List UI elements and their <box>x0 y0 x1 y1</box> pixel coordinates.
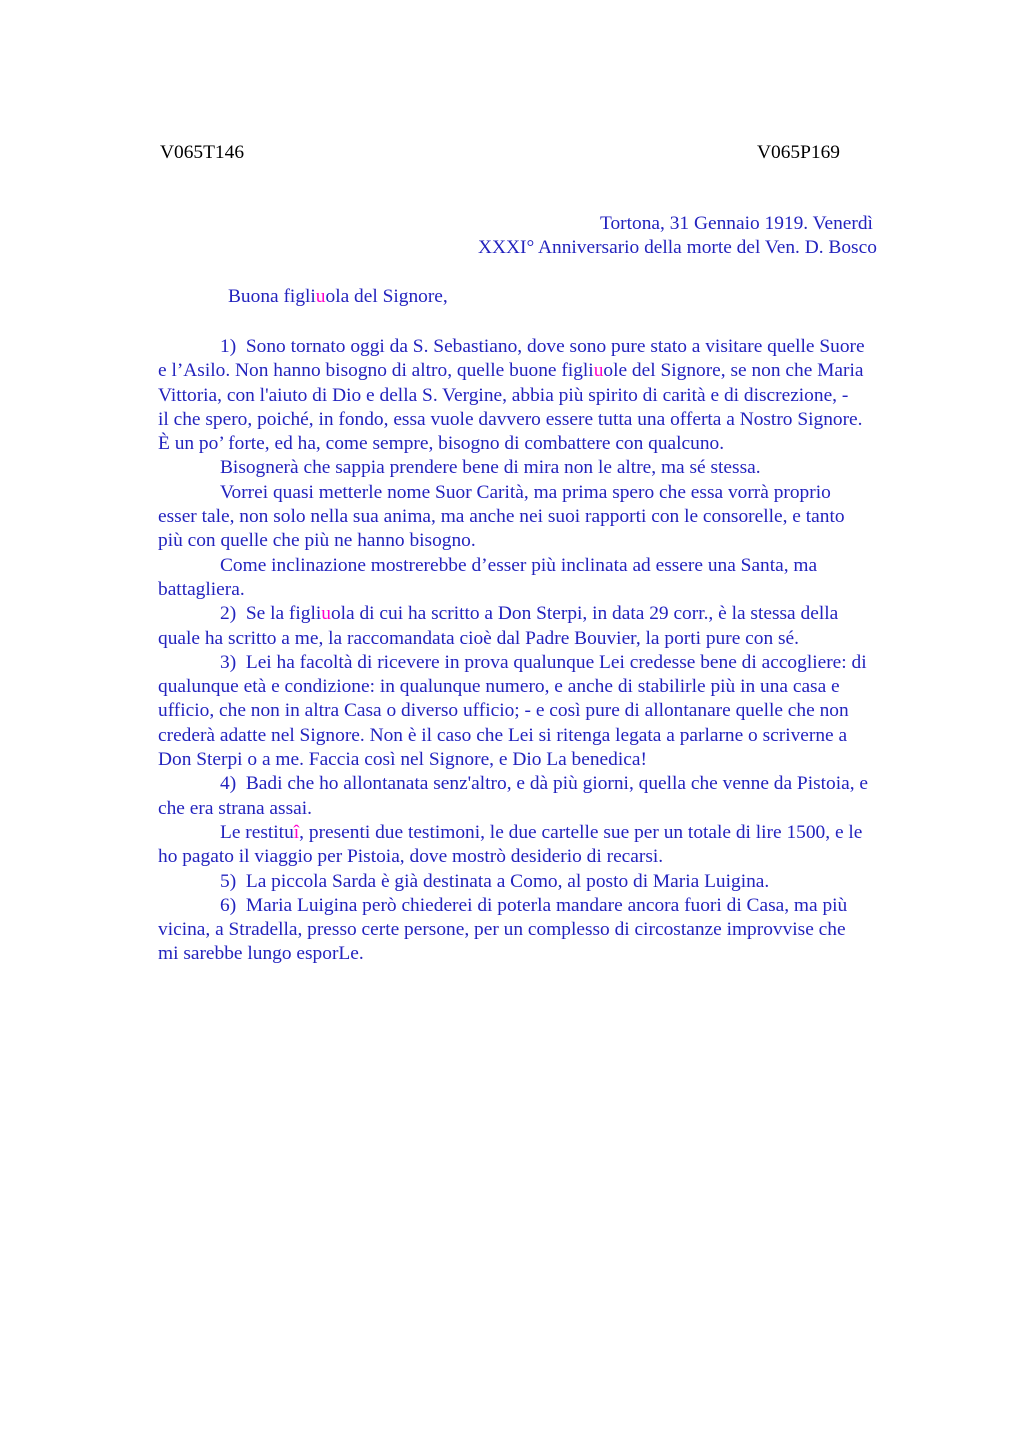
text-line <box>158 456 978 480</box>
text-line <box>158 797 978 821</box>
text-line <box>158 505 978 529</box>
text-line <box>158 772 978 796</box>
text-segment: 4) Badi che ho allontanata senz'altro, e dà più giorni, quella che venne da Pistoia, e <box>220 773 869 795</box>
text-segment: Don Sterpi o a me. Faccia così nel Signore, e Dio La benedica! <box>158 749 647 771</box>
text-segment: 6) Maria Luigina però chiederei di poterla mandare ancora fuori di Casa, ma più <box>220 894 848 916</box>
text-segment: ola del Signore, <box>325 286 448 307</box>
text-segment: Vorrei quasi metterle nome Suor Carità, ma prima spero che essa vorrà proprio <box>220 481 831 503</box>
text-line <box>158 481 978 505</box>
highlight-char: î <box>293 821 300 843</box>
text-segment: crederà adatte nel Signore. Non è il caso che Lei si ritenga legata a parlarne o scriverne a <box>158 724 848 746</box>
text-segment: È un po’ forte, ed ha, come sempre, bisogno di combattere con qualcuno. <box>158 433 725 455</box>
dateline-anniversary: XXXI° Anniversario della morte del Ven. D. Bosco <box>478 237 877 259</box>
text-line <box>158 627 978 651</box>
text-line <box>158 384 978 408</box>
text-segment: vicina, a Stradella, presso certe persone, per un complesso di circostanze improvvise che <box>158 919 846 941</box>
text-line <box>158 942 978 966</box>
text-segment: 3) Lei ha facoltà di ricevere in prova qualunque Lei credesse bene di accogliere: di <box>220 651 867 673</box>
highlight-char: u <box>593 360 604 382</box>
paragraph <box>158 651 978 772</box>
text-segment: il che spero, poiché, in fondo, essa vuole davvero essere tutta una offerta a Nostro Signore. <box>158 408 863 430</box>
text-line <box>158 845 978 869</box>
highlight-char: u <box>315 286 326 307</box>
doc-code-right: V065P169 <box>757 142 840 163</box>
paragraph <box>158 821 978 870</box>
letter-body <box>158 335 978 967</box>
text-segment: mi sarebbe lungo esporLe. <box>158 943 364 965</box>
text-segment: Le restitu <box>220 821 294 843</box>
text-line <box>158 894 978 918</box>
text-line <box>158 651 978 675</box>
text-segment: ole del Signore, se non che Maria <box>603 360 864 382</box>
paragraph <box>158 772 978 821</box>
text-line <box>158 748 978 772</box>
paragraph <box>158 870 978 894</box>
text-segment: che era strana assai. <box>158 797 312 819</box>
text-line <box>158 918 978 942</box>
text-segment: quale ha scritto a me, la raccomandata cioè dal Padre Bouvier, la porti pure con sé. <box>158 627 800 649</box>
text-segment: Come inclinazione mostrerebbe d’esser più inclinata ad essere una Santa, ma <box>220 554 818 576</box>
text-segment: e l’Asilo. Non hanno bisogno di altro, quelle buone figli <box>158 360 594 382</box>
text-line <box>158 602 978 626</box>
paragraph <box>158 554 978 603</box>
text-segment: ola di cui ha scritto a Don Sterpi, in data 29 corr., è la stessa della <box>330 603 839 625</box>
text-line <box>158 675 978 699</box>
text-line <box>158 821 978 845</box>
text-segment: battagliera. <box>158 578 245 600</box>
text-segment: Vittoria, con l'aiuto di Dio e della S. Vergine, abbia più spirito di carità e di discrezione, - <box>158 384 849 406</box>
text-line <box>158 724 978 748</box>
text-line <box>158 529 978 553</box>
text-line <box>158 554 978 578</box>
paragraph <box>158 481 978 554</box>
doc-code-left: V065T146 <box>160 142 245 163</box>
text-segment: ufficio, che non in altra Casa o diverso ufficio; - e così pure di allontanare quelle che non <box>158 700 849 722</box>
text-segment: esser tale, non solo nella sua anima, ma anche nei suoi rapporti con le consorelle, e tanto <box>158 506 845 528</box>
text-line <box>158 408 978 432</box>
dateline <box>0 212 1024 261</box>
text-segment: 2) Se la figli <box>220 603 322 625</box>
text-segment: ho pagato il viaggio per Pistoia, dove mostrò desiderio di recarsi. <box>158 846 664 868</box>
text-segment: 1) Sono tornato oggi da S. Sebastiano, dove sono pure stato a visitare quelle Suore <box>220 336 865 357</box>
dateline-place-date: Tortona, 31 Gennaio 1919. Venerdì <box>600 213 873 234</box>
paragraph <box>158 894 978 967</box>
text-segment: qualunque età e condizione: in qualunque numero, e anche di stabilirle più in una casa e <box>158 676 840 698</box>
text-segment: Bisognerà che sappia prendere bene di mira non le altre, ma sé stessa. <box>220 457 761 479</box>
text-segment: più con quelle che più ne hanno bisogno. <box>158 530 476 552</box>
text-line <box>158 578 978 602</box>
paragraph <box>158 456 978 480</box>
text-line <box>158 359 978 383</box>
text-line <box>158 699 978 723</box>
highlight-char: u <box>321 603 331 625</box>
text-line <box>158 335 978 359</box>
text-segment: 5) La piccola Sarda è già destinata a Como, al posto di Maria Luigina. <box>220 870 770 892</box>
salutation <box>158 285 448 309</box>
text-segment: , presenti due testimoni, le due cartelle sue per un totale di lire 1500, e le <box>299 821 863 843</box>
text-line <box>158 870 978 894</box>
text-line <box>158 432 978 456</box>
text-segment: Buona figli <box>228 286 316 307</box>
paragraph <box>158 335 978 456</box>
paragraph <box>158 602 978 651</box>
document-codes <box>0 141 1024 166</box>
